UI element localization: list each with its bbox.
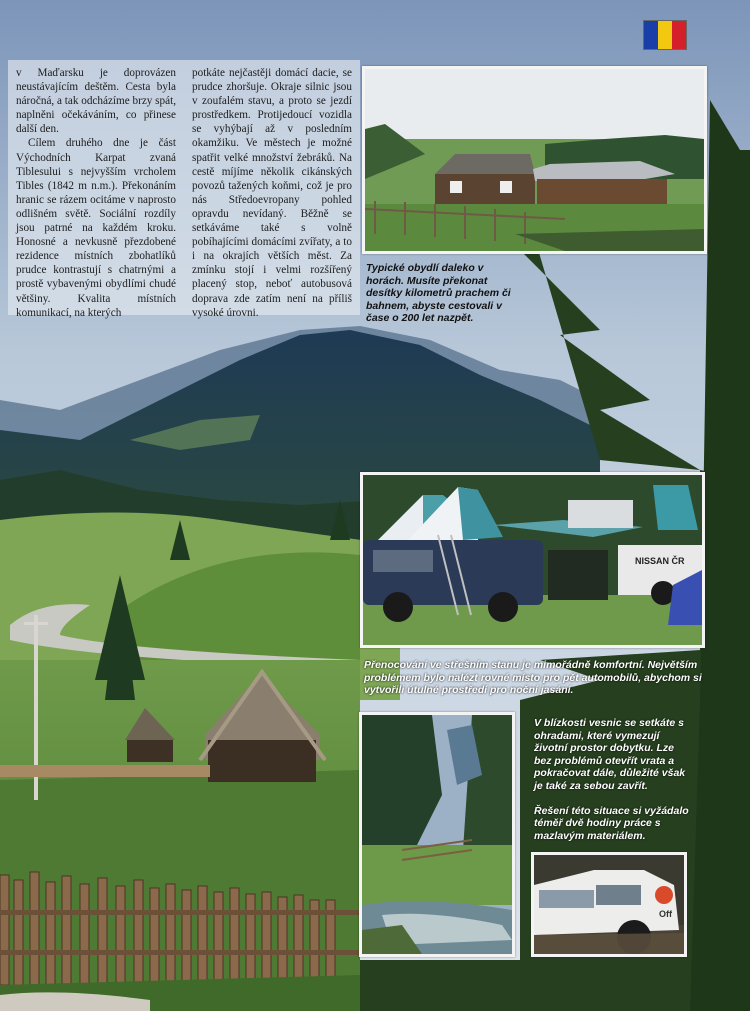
column2-paragraph-1: potkáte nejčastěji domácí dacie, se prudce zhoršuje. Okraje silnic jsou v zoufalém stavu, a proto se jezdí prostředkem. Protijedoucí vozidla se vyhýbají až v posledním okamžiku. Ve městech je možné spatřit velké množství žebráků. Na cestě míjíme několik cikánských povozů tažených koňmi, což je pro nás Středoevropany pohled opravdu nevídaný. Běžně se setkáváme také s volně pobíhajícími domácími zvířaty, a to i na okrajích větších měst. Za zmínku stojí i velmi rozšířený placený stop, neboť autobusová doprava zde zatím není na příliš vysoké úrovni. [192, 67, 352, 319]
photo-mountain-house [362, 66, 707, 254]
flag-stripe-yellow [658, 21, 672, 49]
caption-village-paragraph-2: Řešení této situace si vyžádalo téměř dvě hodiny práce s mazlavým materiálem. [534, 804, 689, 842]
caption-village-fences [534, 717, 694, 842]
flag-stripe-blue [644, 21, 658, 49]
jeep-hood-text: Off [659, 909, 672, 919]
romania-flag-icon [643, 20, 687, 50]
article-column-2 [192, 66, 352, 320]
caption-village-paragraph-1: V blízkosti vesnic se setkáte s ohradami, které vymezují životní prostor dobytku. Lze bez problémů otevřít vrata a pokračovat dále, důležité však je také za sebou zavřít. [534, 717, 686, 792]
column1-paragraph-1: v Maďarsku je doprovázen neustávajícím deštěm. Cesta byla náročná, a tak odcházíme brzy spát, naplněni očekáváním, co přinese další den. [16, 67, 176, 136]
flag-stripe-red [672, 21, 686, 49]
caption-roof-tent: Přenocování ve střešním stanu je mimořádně komfortní. Největším problémem bylo nalézt rovné místo pro pět automobilů, abychom si vytvořili útulné prostředí pro noční jasání. [364, 659, 702, 697]
column1-paragraph-2: Cílem druhého dne je část Východních Karpat zvaná Tiblesului s nejvyšším vrcholem Tibles (1842 m n.m.). Překonáním hranic se rázem ocitáme v naprosto odlišném světě. Sociální rozdíly jsou patrné na každém kroku. Honosné a nevkusně přezdobené rezidence místních zbohatlíků prudce kontrastují s chatrnými a prostě vybavenými obydlími chudé většiny. Kvalita místních komunikací, na kterých [16, 137, 176, 319]
photo-jeep-in-mud [531, 852, 687, 957]
photo-roof-tent-camp [360, 472, 705, 648]
photo-forest-stream [359, 712, 515, 957]
article-column-1 [16, 66, 176, 320]
caption-mountain-house: Typické obydlí daleko v horách. Musíte překonat desítky kilometrů prachem či bahnem, abyste cestovali v čase o 200 let nazpět. [366, 262, 511, 325]
camp-vehicle-door-text: NISSAN ČR [635, 556, 685, 566]
